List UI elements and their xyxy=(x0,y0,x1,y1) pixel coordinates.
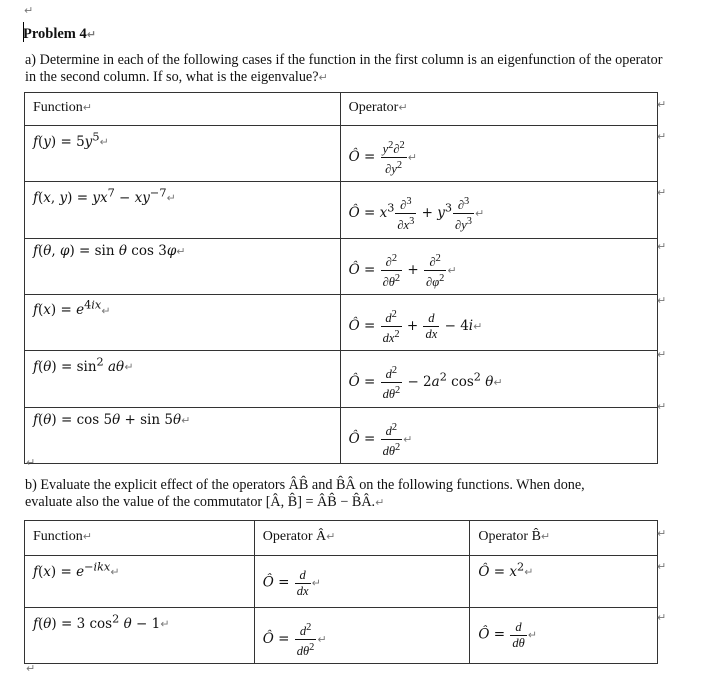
table-row xyxy=(25,556,658,608)
table-row xyxy=(25,351,658,407)
row-end-mark-icon: ↵ xyxy=(657,611,667,624)
operator-cell: Ô = $\frac{d^2}{dx^2}$ + $\frac{d}{dx}$ − 4i↵ xyxy=(340,294,657,350)
table-row xyxy=(25,182,658,238)
header-operator-b: Operator B̂↵ xyxy=(470,521,658,556)
row-end-mark-icon: ↵ xyxy=(657,98,667,111)
function-cell: $f(y) = 5y^5↵$ xyxy=(25,126,341,182)
operator-a-cell: Ô = $\frac{d^2}{d\theta^2}$ ↵ xyxy=(254,608,470,664)
row-end-mark-icon: ↵ xyxy=(657,186,667,199)
function-cell: f(θ, φ) = sin θ cos 3φ↵ xyxy=(25,238,341,294)
row-end-mark-icon: ↵ xyxy=(657,527,667,540)
function-cell: f(θ) = 3 $\cos^2 \theta$ − 1↵ xyxy=(25,608,255,664)
function-cell: $f(\theta) = \sin^2$ aθ↵ xyxy=(25,351,341,407)
header-operator-a: Operator Â↵ xyxy=(254,521,470,556)
table-row xyxy=(25,407,658,463)
row-end-mark-icon: ↵ xyxy=(657,560,667,573)
function-cell: $f(x) = e^{-ikx}↵$ xyxy=(25,556,255,608)
operator-a-cell: Ô = $\frac{d}{dx}$ ↵ xyxy=(254,556,470,608)
function-cell: f(θ) = cos 5θ + sin 5θ↵ xyxy=(25,407,341,463)
table-row xyxy=(25,608,658,664)
header-function: Function↵ xyxy=(25,521,255,556)
operator-cell: Ô = $\frac{d^2}{d\theta^2}$ ↵ xyxy=(340,407,657,463)
table-row xyxy=(25,126,658,182)
part-a-instructions: a) Determine in each of the following cases if the function in the first column is an eigenfunction of the operator in the second column. If so, what is the eigenvalue?↵ xyxy=(25,52,663,85)
operator-cell: Ô = $\frac{d^2}{d\theta^2}$ − $2a^2$ $\cos^2$ θ↵ xyxy=(340,351,657,407)
operator-cell: Ô = $\frac{y^2\partial^2}{\partial y^2}$ ↵ xyxy=(340,126,657,182)
part-a-table xyxy=(24,92,658,464)
table-header-row xyxy=(25,521,658,556)
operator-b-cell: Ô = $\frac{d}{d\theta}$ ↵ xyxy=(470,608,658,664)
table-row xyxy=(25,294,658,350)
operator-b-cell: Ô = $x^2↵$ xyxy=(470,556,658,608)
table-header-row xyxy=(25,93,658,126)
paragraph-mark-icon: ↵ xyxy=(24,4,34,17)
part-b-instructions: b) Evaluate the explicit effect of the operators ÂB̂ and B̂Â on the following functions. When done, evaluate also the value of the commutator [Â, B̂] = ÂB̂ − B̂Â.↵ xyxy=(25,477,585,510)
part-b-table xyxy=(24,520,658,664)
row-end-mark-icon: ↵ xyxy=(657,294,667,307)
operator-cell: Ô = $\frac{\partial^2}{\partial\theta^2}$ + $\frac{\partial^2}{\partial\varphi^2}$ ↵ xyxy=(340,238,657,294)
row-end-mark-icon: ↵ xyxy=(657,240,667,253)
problem-title: Problem 4↵ xyxy=(23,26,96,42)
function-cell: f(x, $y) = yx^7$ − $xy^{-7}↵$ xyxy=(25,182,341,238)
header-operator: Operator↵ xyxy=(340,93,657,126)
table-row xyxy=(25,238,658,294)
paragraph-mark-icon: ↵ xyxy=(26,662,36,675)
row-end-mark-icon: ↵ xyxy=(657,400,667,413)
row-end-mark-icon: ↵ xyxy=(657,130,667,143)
operator-cell: Ô = $x^3$ $\frac{\partial^3}{\partial x^3}$ + $y^3$ $\frac{\partial^3}{\partial y^3}$ ↵ xyxy=(340,182,657,238)
function-cell: $f(x) = e^{4ix}↵$ xyxy=(25,294,341,350)
row-end-mark-icon: ↵ xyxy=(657,348,667,361)
header-function: Function↵ xyxy=(25,93,341,126)
paragraph-mark-icon: ↵ xyxy=(26,456,36,469)
